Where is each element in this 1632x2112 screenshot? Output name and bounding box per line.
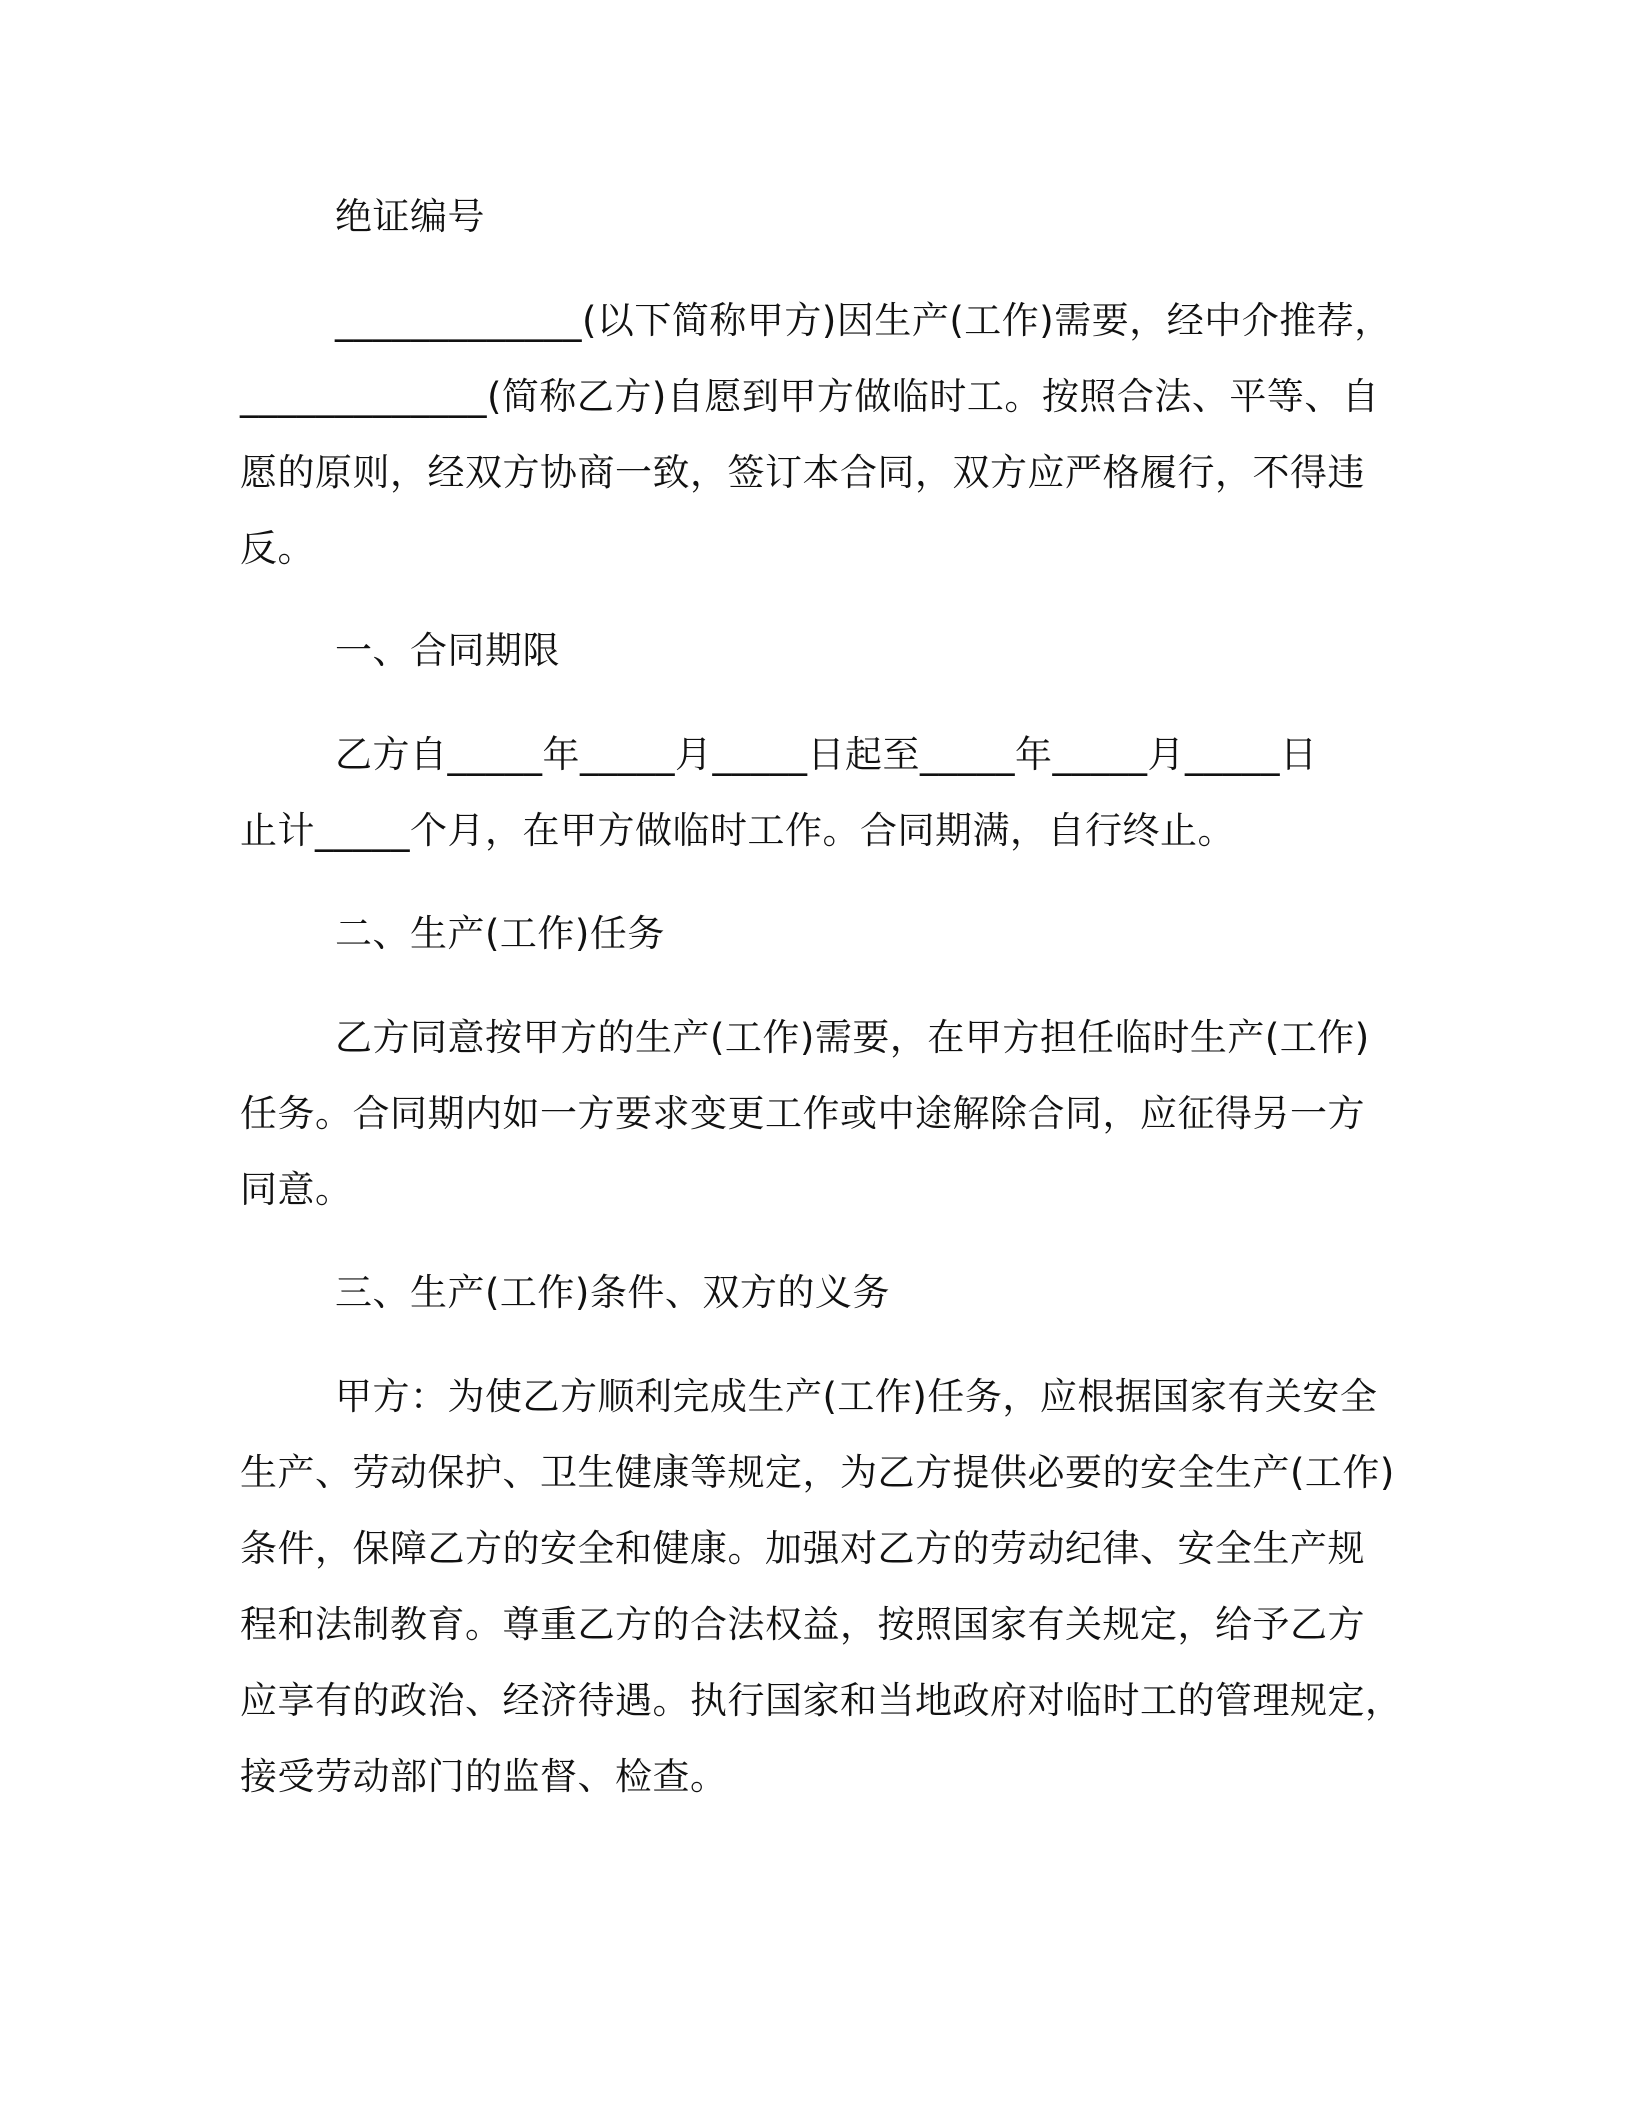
certificate-number-label: 绝证编号 — [335, 195, 485, 238]
section-obligations-line-4: 程和法制教育。尊重乙方的合法权益，按照国家有关规定，给予乙方 — [240, 1603, 1365, 1646]
section-heading-tasks: 二、生产(工作)任务 — [335, 912, 665, 955]
section-heading-term: 一、合同期限 — [335, 629, 560, 672]
section-tasks-line-2: 任务。合同期内如一方要求变更工作或中途解除合同，应征得另一方 — [240, 1092, 1365, 1135]
preamble-line-2: _____________(简称乙方)自愿到甲方做临时工。按照合法、平等、自 — [240, 375, 1380, 418]
section-tasks-line-1: 乙方同意按甲方的生产(工作)需要，在甲方担任临时生产(工作) — [335, 1016, 1370, 1059]
section-obligations-line-6: 接受劳动部门的监督、检查。 — [240, 1755, 728, 1798]
section-obligations-line-3: 条件，保障乙方的安全和健康。加强对乙方的劳动纪律、安全生产规 — [240, 1527, 1365, 1570]
section-obligations-line-2: 生产、劳动保护、卫生健康等规定，为乙方提供必要的安全生产(工作) — [240, 1451, 1395, 1494]
section-term-line-2: 止计_____个月，在甲方做临时工作。合同期满，自行终止。 — [240, 809, 1235, 852]
section-tasks-line-3: 同意。 — [240, 1168, 353, 1211]
section-heading-obligations: 三、生产(工作)条件、双方的义务 — [335, 1271, 890, 1314]
preamble-line-3: 愿的原则，经双方协商一致，签订本合同，双方应严格履行，不得违 — [240, 451, 1365, 494]
section-obligations-line-5: 应享有的政治、经济待遇。执行国家和当地政府对临时工的管理规定， — [240, 1679, 1403, 1722]
section-term-line-1: 乙方自_____年_____月_____日起至_____年_____月_____日 — [335, 733, 1318, 776]
section-obligations-line-1: 甲方：为使乙方顺利完成生产(工作)任务，应根据国家有关安全 — [335, 1375, 1378, 1418]
preamble-line-1: _____________(以下简称甲方)因生产(工作)需要，经中介推荐， — [335, 299, 1392, 342]
preamble-line-4: 反。 — [240, 527, 315, 570]
